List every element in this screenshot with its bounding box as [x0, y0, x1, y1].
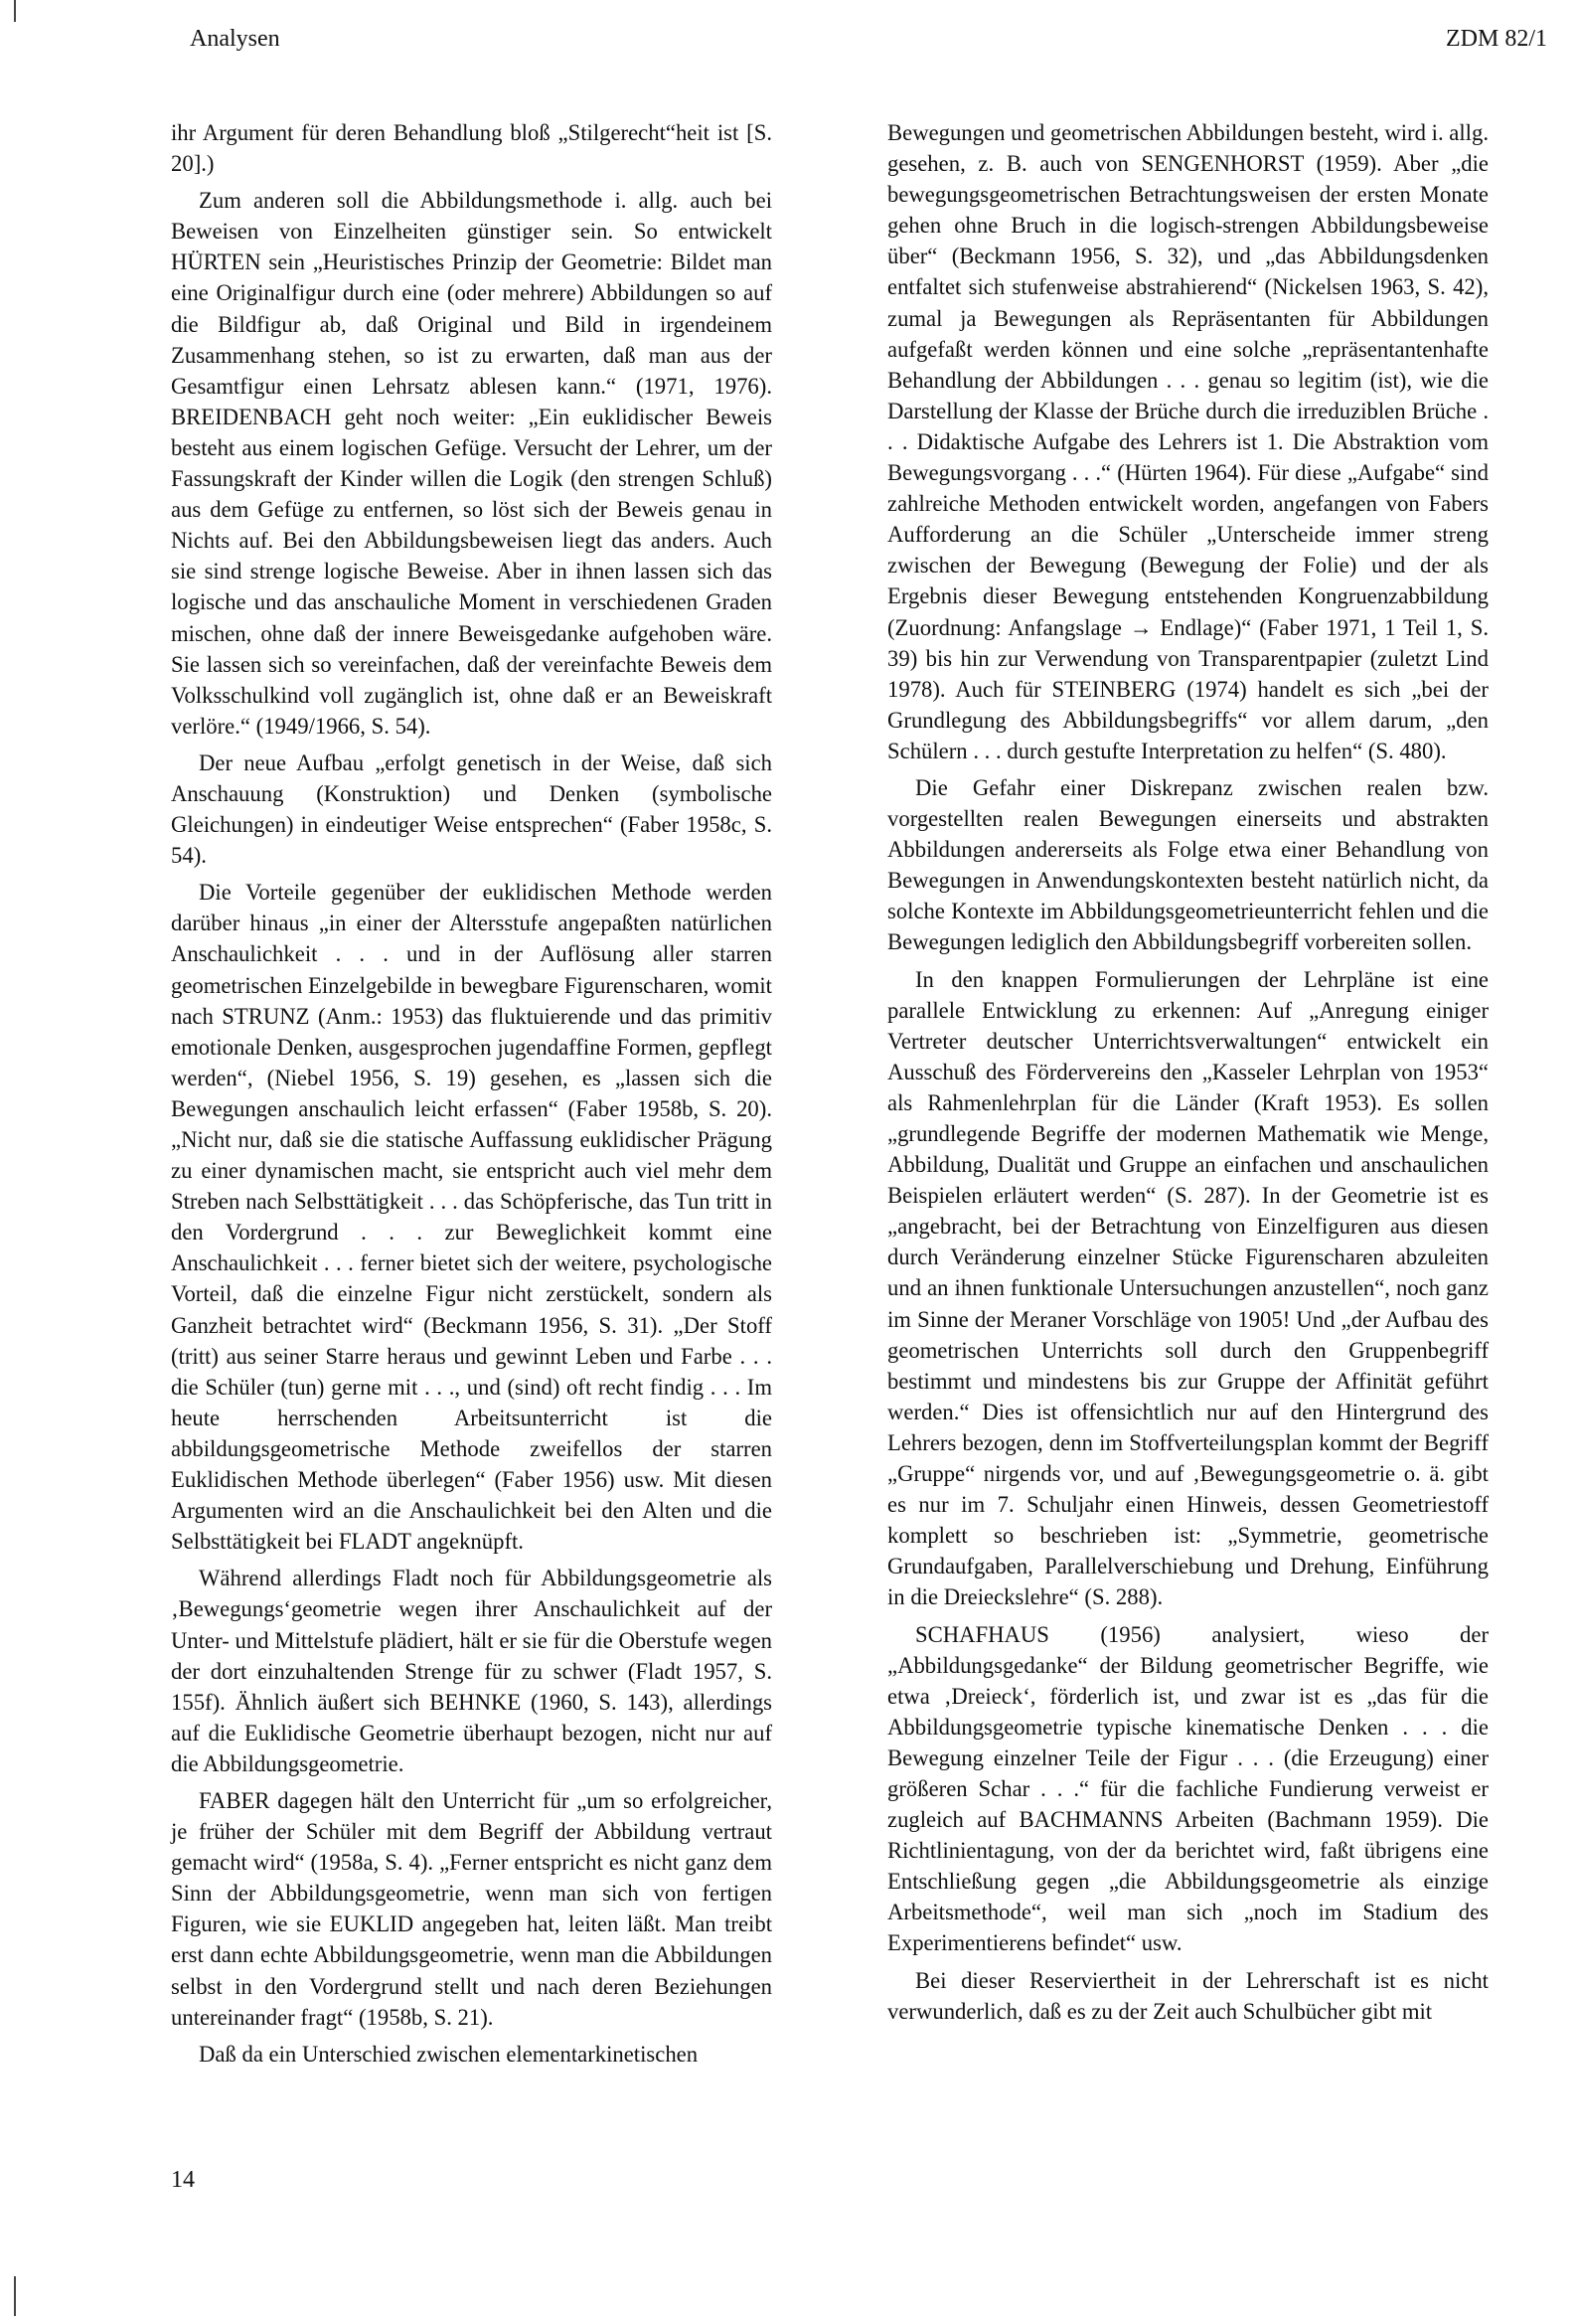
- paragraph: Daß da ein Unterschied zwischen elementarkinetischen: [199, 2041, 699, 2067]
- paragraph: FABER dagegen hält den Unterricht für „um so erfolgreicher, je früher der Schüler mit dem Begriff der Abbildung vertraut gemacht wird“ (1958a, S. 4). „Ferner entspricht es nicht ganz dem Sinn der Abbildungsgeometrie, wenn man sich von fertigen Figuren, wie sie EUKLID angegeben hat, leiten läßt. Man treibt erst dann echte Abbildungsgeometrie, wenn man die Abbildungen selbst in den Vordergrund stellt und nach deren Beziehungen untereinander fragt“ (1958b, S. 21).: [171, 1787, 772, 2030]
- paragraph: Der neue Aufbau „erfolgt genetisch in der Weise, daß sich Anschauung (Konstruktion) und Denken (symbolische Gleichungen) in eindeutiger Weise entsprechen“ (Faber 1958c, S. 54).: [171, 749, 772, 869]
- paragraph: Zum anderen soll die Abbildungsmethode i. allg. auch bei Beweisen von Einzelheiten günstiger sein. So entwickelt HÜRTEN sein „Heuristisches Prinzip der Geometrie: Bildet man eine Originalfigur durch eine (oder mehrere) Abbildungen so auf die Bildfigur ab, daß Original und Bild in irgendeinem Zusammenhang stehen, so ist zu erwarten, daß man aus der Gesamtfigur einen Lehrsatz ablesen kann.“ (1971, 1976). BREIDENBACH geht noch weiter: „Ein euklidischer Beweis besteht aus einem logischen Gefüge. Versucht der Lehrer, um der Fassungskraft der Kinder willen die Logik (den strengen Schluß) aus dem Gefüge zu entfernen, so löst sich der Beweis genau in Nichts auf. Bei den Abbildungsbeweisen liegt das anders. Auch sie sind strenge logische Beweise. Aber in ihnen lassen sich das logische und das anschauliche Moment in verschiedenen Graden mischen, ohne daß der innere Beweisgedanke aufgehoben wäre. Sie lassen sich so vereinfachen, daß der vereinfachte Beweis dem Volksschulkind voll zugänglich ist, ohne daß er an Beweiskraft verlöre.“ (1949/1966, S. 54).: [171, 188, 772, 739]
- binding-edge-mark-bottom: [14, 2276, 16, 2316]
- paragraph: Die Gefahr einer Diskrepanz zwischen realen bzw. vorgestellten realen Bewegungen einerseits und abstrakten Abbildungen andererseits als Folge etwa einer Behandlung von Bewegungen in Anwendungskontexten besteht natürlich nicht, da solche Kontexte im Abbildungsgeometrieunterricht fehlen und die Bewegungen lediglich den Abbildungsbegriff vorbereiten sollen.: [887, 774, 1489, 955]
- left-column: [171, 117, 772, 2075]
- paragraph: In den knappen Formulierungen der Lehrpläne ist eine parallele Entwicklung zu erkennen: Auf „Anregung einiger Vertreter deutscher Unterrichtsverwaltungen“ entwickelt ein Ausschuß des Fördervereins den „Kasseler Lehrplan von 1953“ als Rahmenlehrplan für die Länder (Kraft 1953). Es sollen „grundlegende Begriffe der modernen Mathematik wie Menge, Abbildung, Dualität und Gruppe an einfachen und anschaulichen Beispielen erläutert werden“ (S. 287). In der Geometrie ist es „angebracht, bei der Betrachtung von Einzelfiguren aus diesen durch Veränderung einzelner Stücke Figurenscharen abzuleiten und an ihnen funktionale Untersuchungen anzustellen“, noch ganz im Sinne der Meraner Vorschläge von 1905! Und „der Aufbau des geometrischen Unterrichts soll durch den Gruppenbegriff bestimmt und mindestens bis zur Gruppe der Affinität geführt werden.“ Dies ist offensichtlich nur auf den Hintergrund des Lehrers bezogen, denn im Stoffverteilungsplan kommt der Begriff „Gruppe“ nirgends vor, und auf ‚Bewegungsgeometrie o. ä. gibt es nur im 7. Schuljahr einen Hinweis, dessen Geometriestoff komplett so beschrieben ist: „Symmetrie, geometrische Grundaufgaben, Parallelverschiebung und Drehung, Einführung in die Dreieckslehre“ (S. 288).: [887, 966, 1489, 1610]
- paragraph: Während allerdings Fladt noch für Abbildungsgeometrie als ‚Bewegungs‘geometrie wegen ihrer Anschaulichkeit auf der Unter- und Mittelstufe plädiert, hält er sie für die Oberstufe wegen der dort einzuhaltenden Strenge für zu schwer (Fladt 1957, S. 155f). Ähnlich äußert sich BEHNKE (1960, S. 143), allerdings auf die Euklidische Geometrie überhaupt bezogen, nicht nur auf die Abbildungsgeometrie.: [171, 1566, 772, 1776]
- right-column: [887, 117, 1489, 2033]
- page-number: 14: [171, 2167, 195, 2193]
- running-header-section: Analysen: [190, 26, 280, 52]
- paragraph: Die Vorteile gegenüber der euklidischen Methode werden darüber hinaus „in einer der Altersstufe angepaßten natürlichen Anschaulichkeit . . . und in der Auflösung aller starren geometrischen Einzelgebilde in bewegbare Figurenscharen, womit nach STRUNZ (Anm.: 1953) das fluktuierende und das primitiv emotionale Denken, ausgesprochen jugendaffine Formen, gepflegt werden“, (Niebel 1956, S. 19) gesehen, es „lassen sich die Bewegungen anschaulich leicht erfassen“ (Faber 1958b, S. 20). „Nicht nur, daß sie die statische Auffassung euklidischer Prägung zu einer dynamischen macht, sie entspricht auch viel mehr dem Streben nach Selbsttätigkeit . . . das Schöpferische, das Tun tritt in den Vordergrund . . . zur Beweglichkeit kommt eine Anschaulichkeit . . . ferner bietet sich der weitere, psychologische Vorteil, daß die einzelne Figur nicht zerstückelt, sondern als Ganzheit betrachtet wird“ (Beckmann 1956, S. 31). „Der Stoff (tritt) aus seiner Starre heraus und gewinnt Leben und Farbe . . . die Schüler (tun) gerne mit . . ., und (sind) oft recht findig . . . Im heute herrschenden Arbeitsunterricht ist die abbildungsgeometrische Methode zweifellos der starren Euklidischen Methode überlegen“ (Faber 1956) usw. Mit diesen Argumenten wird an die Anschaulichkeit bei den Alten und die Selbsttätigkeit bei FLADT angeknüpft.: [171, 880, 772, 1555]
- binding-edge-mark-top: [14, 0, 16, 22]
- paragraph: Bei dieser Reserviertheit in der Lehrerschaft ist es nicht verwunderlich, daß es zu der Zeit auch Schulbücher gibt mit: [887, 1967, 1489, 2024]
- paragraph: ihr Argument für deren Behandlung bloß „Stilgerecht“heit ist [S. 20].): [171, 120, 772, 177]
- running-header-journal: ZDM 82/1: [1446, 26, 1547, 52]
- paragraph: SCHAFHAUS (1956) analysiert, wieso der „Abbildungsgedanke“ der Bildung geometrischer Begriffe, wie etwa ‚Dreieck‘, förderlich ist, und zwar ist es „das für die Abbildungsgeometrie typische kinematische Denken . . . die Bewegung einzelner Teile der Figur . . . (die Erzeugung) einer größeren Schar . . .“ für die fachliche Fundierung verweist er zugleich auf BACHMANNS Arbeiten (Bachmann 1959). Die Richtlinientagung, von der da berichtet wird, faßt übrigens eine Entschließung gegen „die Abbildungsgeometrie als einzige Arbeitsmethode“, weil man sich „noch im Stadium des Experimentierens befindet“ usw.: [887, 1621, 1489, 1956]
- paragraph: Bewegungen und geometrischen Abbildungen besteht, wird i. allg. gesehen, z. B. auch von SENGENHORST (1959). Aber „die bewegungsgeometrischen Betrachtungsweisen der ersten Monate gehen ohne Bruch in die logisch-strengen Abbildungsbeweise über“ (Beckmann 1956, S. 32), und „das Abbildungsdenken entfaltet sich stufenweise abstrahierend“ (Nickelsen 1963, S. 42), zumal ja Bewegungen als Repräsentanten für Abbildungen aufgefaßt werden können und eine solche „repräsentantenhafte Behandlung der Abbildungen . . . genau so legitim (ist), wie die Darstellung der Klasse der Brüche durch die irreduziblen Brüche . . . Didaktische Aufgabe des Lehrers ist 1. Die Abstraktion vom Bewegungsvorgang . . .“ (Hürten 1964). Für diese „Aufgabe“ sind zahlreiche Methoden entwickelt worden, angefangen von Fabers Aufforderung an die Schüler „Unterscheide immer streng zwischen der Bewegung (Bewegung der Folie) und der als Ergebnis dieser Bewegung entstehenden Kongruenzabbildung (Zuordnung: Anfangslage → Endlage)“ (Faber 1971, 1 Teil 1, S. 39) bis hin zur Verwendung von Transparentpapier (zuletzt Lind 1978). Auch für STEINBERG (1974) handelt es sich „bei der Grundlegung des Abbildungsbegriffs“ vor allem darum, „den Schülern . . . durch gestufte Interpretation zu helfen“ (S. 480).: [887, 120, 1489, 763]
